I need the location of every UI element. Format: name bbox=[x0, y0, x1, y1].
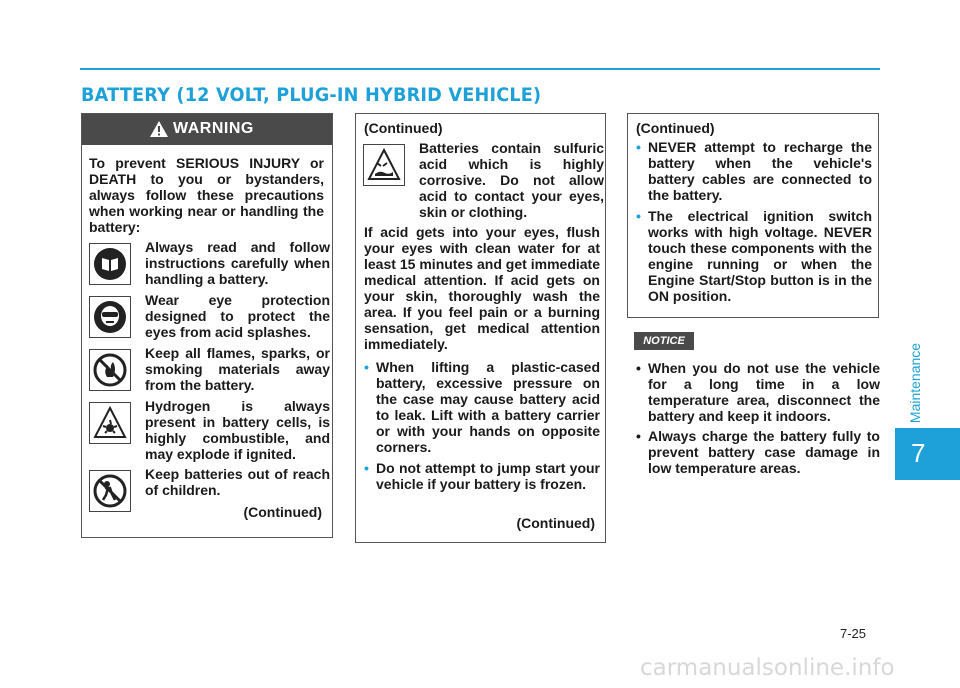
bullet-dot: • bbox=[636, 208, 641, 224]
notice-text: When you do not use the vehicle for a long time in a low temperature area, disconnect the battery and keep it indoors. bbox=[648, 360, 880, 424]
page-number: 7-25 bbox=[840, 626, 867, 641]
section-label-text: Maintenance bbox=[907, 342, 923, 424]
header-rule bbox=[80, 68, 880, 70]
continued-label: (Continued) bbox=[243, 504, 322, 520]
notice-item bbox=[636, 428, 880, 476]
warning-triangle-icon bbox=[149, 120, 169, 138]
warning-item-text: Hydrogen is always present in battery cells, is highly combustible, and may explode if ignited. bbox=[145, 398, 330, 462]
no-children-icon bbox=[89, 470, 131, 512]
bullet-dot: • bbox=[636, 360, 641, 376]
page-title: BATTERY (12 VOLT, PLUG-IN HYBRID VEHICLE) bbox=[81, 84, 542, 106]
warning-box bbox=[81, 113, 333, 538]
chapter-number: 7 bbox=[911, 438, 926, 468]
bullet-item bbox=[636, 208, 872, 304]
continued-label: (Continued) bbox=[516, 515, 595, 531]
warning-continued-box-2 bbox=[627, 113, 879, 318]
corrosive-acid-icon bbox=[363, 144, 405, 186]
warning-item-text: Keep batteries out of reach of children. bbox=[145, 466, 330, 498]
chapter-tab bbox=[895, 428, 960, 480]
bullet-text: The electrical ignition switch works with high voltage. NEVER touch these components with the engine running or when the Engine Start/Stop button is in the ON position. bbox=[648, 208, 872, 304]
bullet-text: Do not attempt to jump start your vehicle if your battery is frozen. bbox=[376, 460, 600, 492]
bullet-item bbox=[636, 139, 872, 203]
bullet-dot: • bbox=[364, 460, 369, 476]
continued-label: (Continued) bbox=[636, 120, 715, 136]
bullet-text: NEVER attempt to recharge the battery when the vehicle's battery cables are connected to the battery. bbox=[648, 139, 872, 203]
no-flames-icon bbox=[89, 349, 131, 391]
acid-first-aid-text: If acid gets into your eyes, flush your eyes with clean water for at least 15 minutes and get immediate medical attention. If acid gets on your skin, thoroughly wash the area. If you feel pain or a burning sensation, get medical attention immediately. bbox=[364, 224, 600, 352]
warning-continued-box bbox=[355, 113, 606, 543]
bullet-item bbox=[364, 460, 600, 492]
section-tab-label bbox=[900, 340, 922, 430]
bullet-text: When lifting a plastic-cased battery, excessive pressure on the case may cause battery acid to leak. Lift with a battery carrier or with your hands on opposite corners. bbox=[376, 359, 600, 455]
warning-header bbox=[82, 114, 332, 145]
notice-badge: NOTICE bbox=[634, 332, 694, 350]
eye-protection-icon bbox=[89, 296, 131, 338]
warning-heading: WARNING bbox=[173, 120, 254, 137]
bullet-item bbox=[364, 359, 600, 455]
explosive-icon bbox=[89, 402, 131, 444]
warning-item-text: Wear eye protection designed to protect the eyes from acid splashes. bbox=[145, 292, 330, 340]
acid-warning-text: Batteries contain sulfuric acid which is highly corrosive. Do not allow acid to contact your eyes, skin or clothing. bbox=[419, 140, 604, 220]
manual-book-icon bbox=[89, 243, 131, 285]
watermark: carmanualsonline.info bbox=[640, 655, 895, 681]
bullet-dot: • bbox=[364, 359, 369, 375]
warning-item-text: Keep all flames, sparks, or smoking materials away from the battery. bbox=[145, 345, 330, 393]
bullet-dot: • bbox=[636, 428, 641, 444]
continued-label: (Continued) bbox=[364, 120, 443, 136]
notice-text: Always charge the battery fully to prevent battery case damage in low temperature areas. bbox=[648, 428, 880, 476]
notice-item bbox=[636, 360, 880, 424]
warning-intro: To prevent SERIOUS INJURY or DEATH to you or bystanders, always follow these precautions when working near or handling the battery: bbox=[89, 155, 324, 235]
warning-item-text: Always read and follow instructions carefully when handling a battery. bbox=[145, 239, 330, 287]
bullet-dot: • bbox=[636, 139, 641, 155]
